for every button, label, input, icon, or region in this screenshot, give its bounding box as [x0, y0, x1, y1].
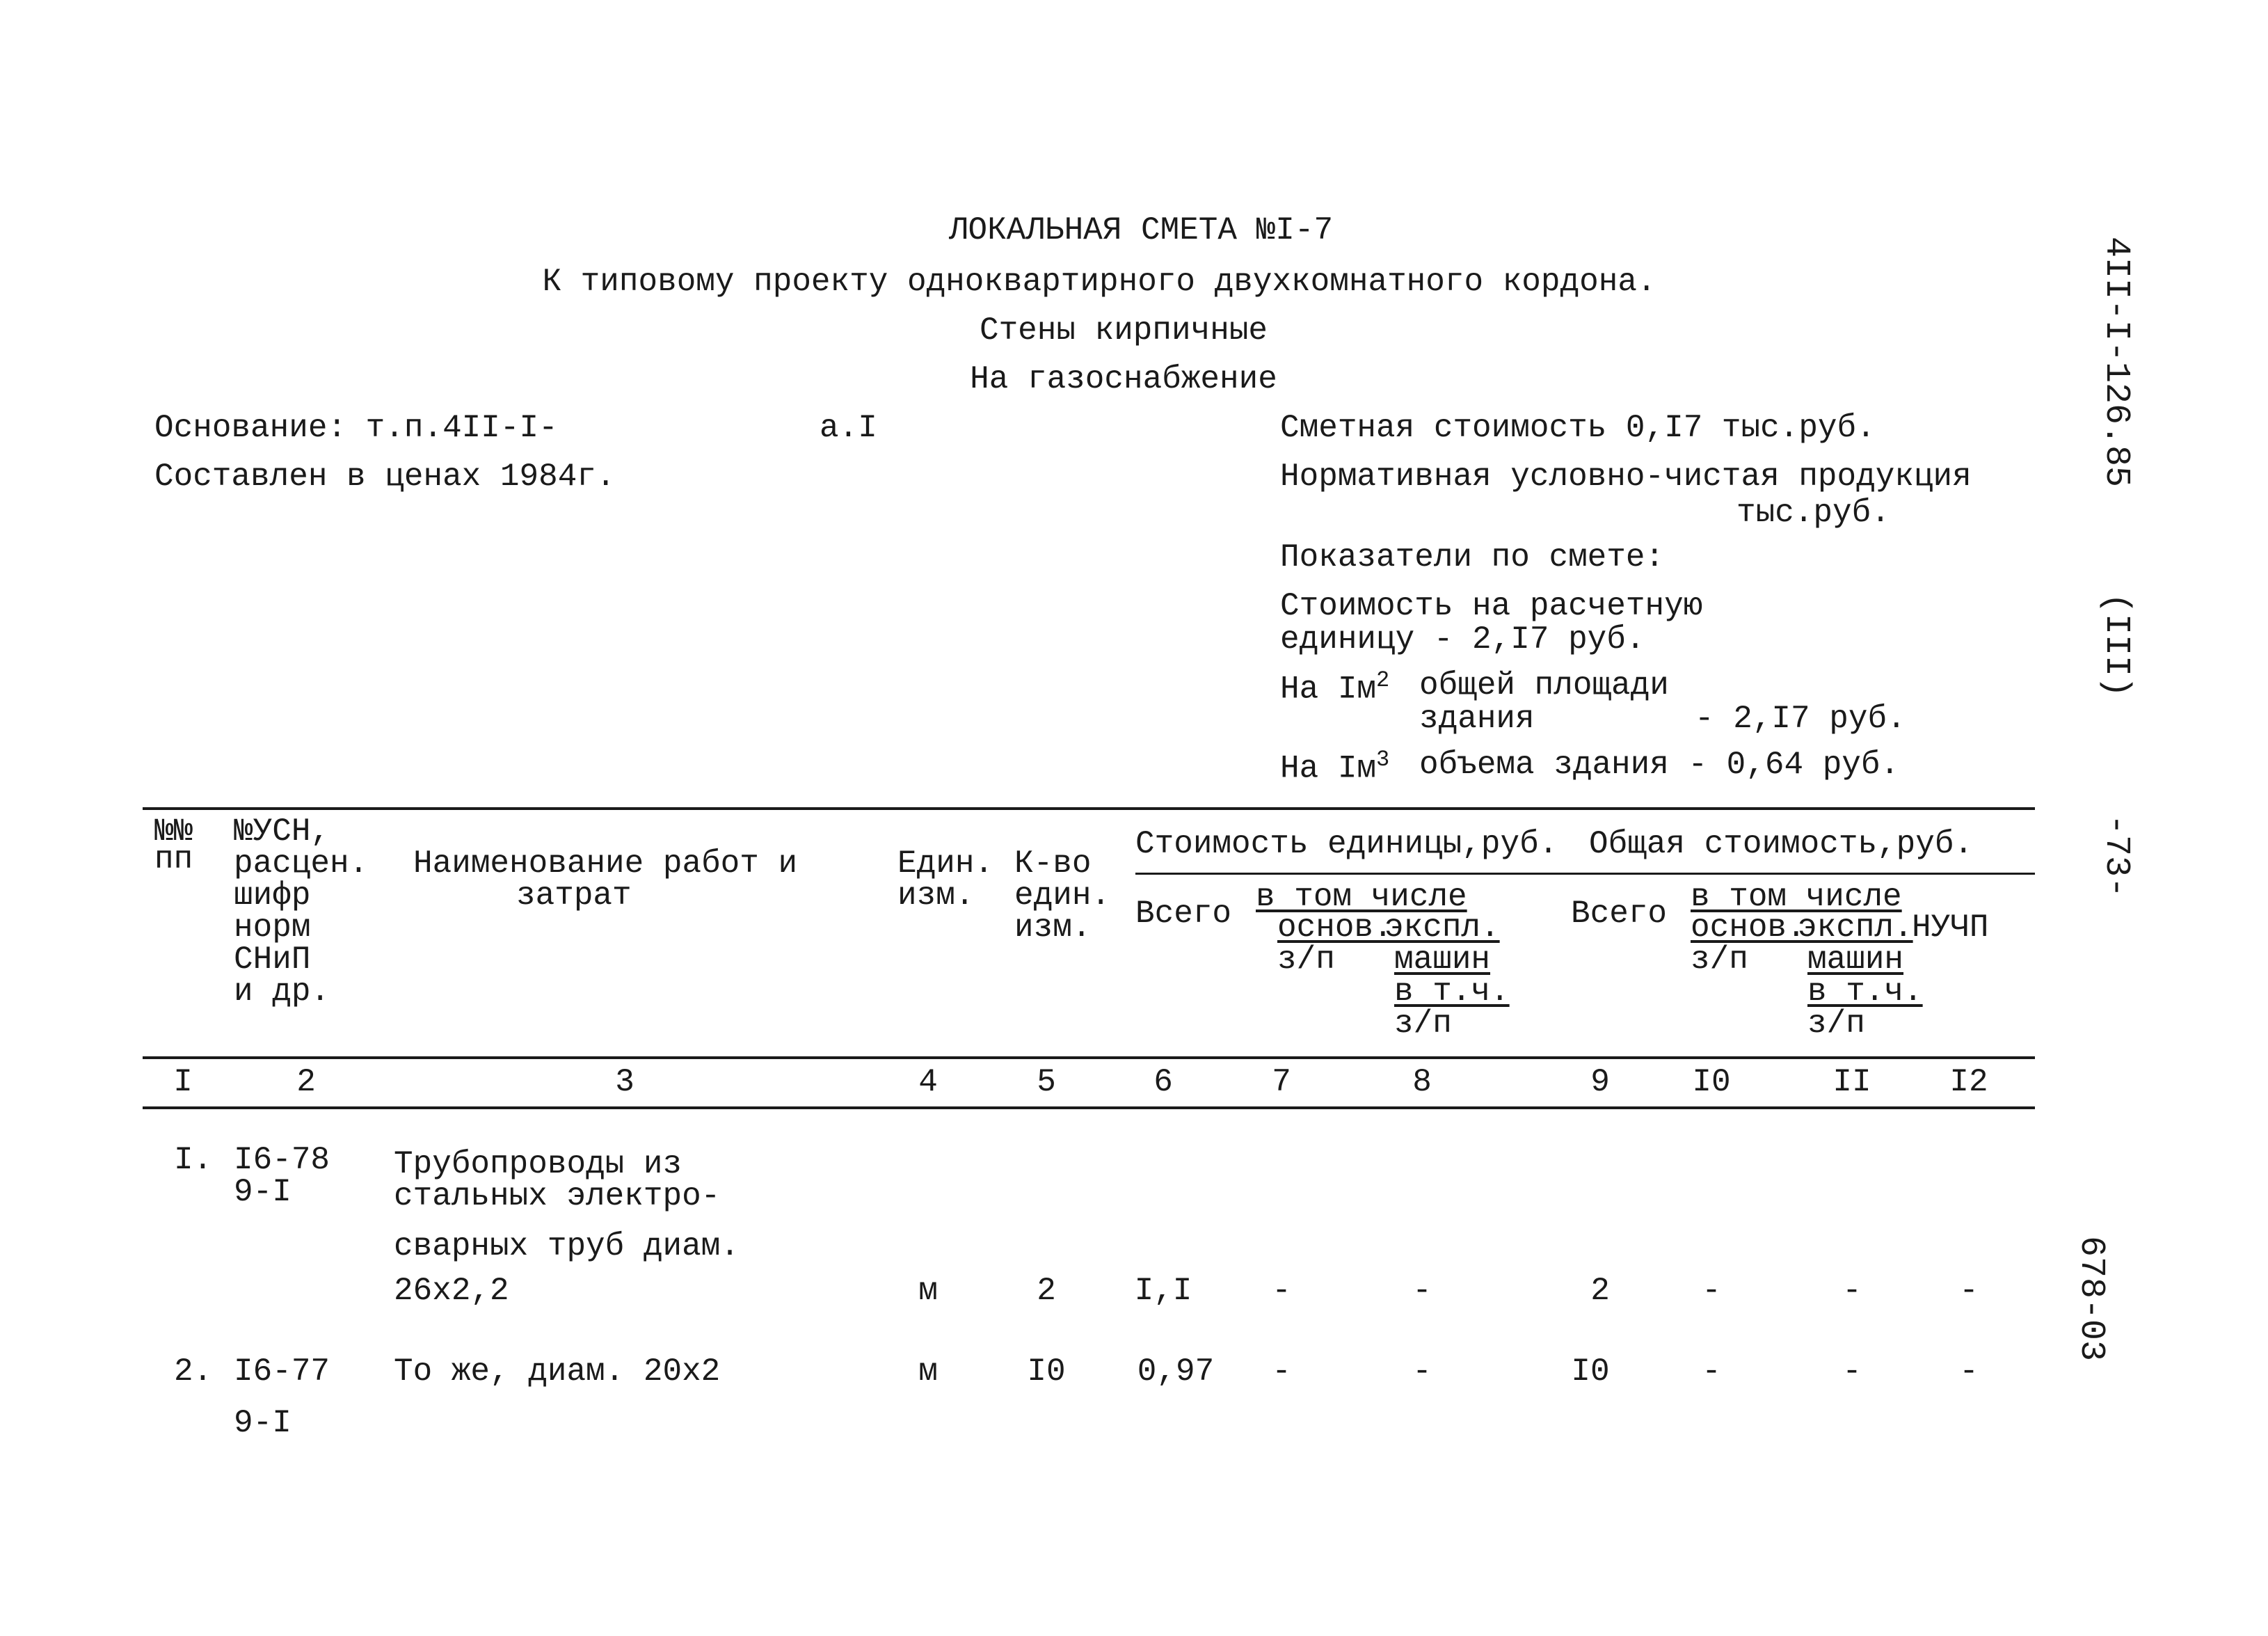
cost-header-rule	[1135, 873, 2035, 875]
album-text: а.I	[820, 410, 877, 446]
row-unit: м	[918, 1353, 938, 1390]
estimated-cost: Сметная стоимость 0,I7 тыс.руб.	[1280, 410, 1876, 446]
per-m2-text: общей площади	[1419, 667, 1669, 704]
header-num-pp: пп	[154, 841, 193, 877]
volume-mark: (III)	[2096, 593, 2136, 698]
row-name: То же, диам. 20х2	[394, 1353, 721, 1390]
per-m2-value: - 2,I7 руб.	[1695, 701, 1906, 737]
header-unit-1: Един.	[897, 845, 994, 882]
normative-product-label: Нормативная условно-чистая продукция	[1280, 459, 1972, 495]
row-price: I,I	[1134, 1273, 1192, 1309]
col-number: I	[173, 1064, 193, 1100]
header-code-2: расцен.	[234, 845, 369, 882]
per-m3-text: объема здания - 0,64 руб.	[1419, 747, 1900, 783]
col-number: 5	[1037, 1064, 1056, 1100]
col-number: 4	[918, 1064, 938, 1100]
header-unit-incl: в том числе	[1256, 879, 1467, 915]
row-number: 2.	[174, 1353, 213, 1390]
row-name-2: стальных электро-	[394, 1178, 721, 1214]
header-total-wage-2: з/п	[1691, 942, 1748, 978]
header-nuchp: НУЧП	[1912, 910, 1989, 946]
header-total-incl: в том числе	[1691, 879, 1902, 915]
row-code-2: 9-I	[234, 1174, 292, 1210]
row-qty: 2	[1037, 1273, 1056, 1309]
col-number: 8	[1412, 1064, 1432, 1100]
header-bottom-rule	[143, 1056, 2035, 1059]
header-unit-total: Всего	[1135, 896, 1232, 932]
header-unit-wage-2: з/п	[1277, 942, 1335, 978]
col-number: 9	[1590, 1064, 1610, 1100]
row-code: I6-78	[234, 1142, 330, 1178]
header-unit-cost: Стоимость единицы,руб.	[1135, 826, 1558, 862]
row-code: I6-77	[234, 1353, 330, 1390]
sheet-number: 678-03	[2071, 1236, 2111, 1362]
header-code-5: СНиП	[234, 942, 311, 978]
header-total-mach-1: экспл.	[1798, 910, 1913, 946]
header-qty-1: К-во	[1014, 845, 1092, 882]
basis-text: Основание: т.п.4II-I-	[154, 410, 558, 446]
row-machines: -	[1412, 1353, 1432, 1390]
per-m2-building: здания	[1419, 701, 1535, 737]
row-total-wage: -	[1702, 1353, 1721, 1390]
row-unit: м	[918, 1273, 938, 1309]
header-qty-3: изм.	[1014, 910, 1092, 946]
normative-product-unit: тыс.руб.	[1736, 495, 1890, 531]
row-name-3: сварных труб диам.	[394, 1228, 740, 1264]
row-qty: I0	[1027, 1353, 1066, 1390]
header-unit-mach-3: в т.ч.	[1394, 974, 1510, 1010]
row-name: Трубопроводы из	[394, 1146, 682, 1182]
header-code-1: №УСН,	[234, 813, 330, 850]
header-code-4: норм	[234, 910, 311, 946]
column-number-rule	[143, 1106, 2035, 1109]
header-qty-2: един.	[1014, 877, 1111, 914]
col-number: 6	[1153, 1064, 1173, 1100]
header-unit-mach-4: з/п	[1394, 1006, 1452, 1042]
unit-cost-line2: единицу - 2,I7 руб.	[1280, 621, 1645, 658]
row-number: I.	[174, 1142, 213, 1178]
col-number: II	[1832, 1064, 1871, 1100]
row-total-machines: -	[1842, 1273, 1862, 1309]
header-unit-wage-1: основ.	[1277, 910, 1393, 946]
header-name-1: Наименование работ и	[413, 845, 798, 882]
header-total-mach-3: в т.ч.	[1807, 974, 1923, 1010]
col-number: 7	[1272, 1064, 1291, 1100]
header-unit-mach-1: экспл.	[1384, 910, 1500, 946]
row-total-wage: -	[1702, 1273, 1721, 1309]
col-number: I0	[1692, 1064, 1731, 1100]
page-number: -73-	[2096, 814, 2136, 898]
estimate-subtitle: К типовому проекту одноквартирного двухкомнатного кордона.	[542, 264, 1656, 300]
row-machines: -	[1412, 1273, 1432, 1309]
row-wage: -	[1272, 1353, 1291, 1390]
row-nuchp: -	[1959, 1273, 1979, 1309]
header-total-mach-2: машин	[1807, 942, 1904, 978]
header-num: №№	[154, 813, 193, 850]
row-name-4: 26х2,2	[394, 1273, 509, 1309]
indicators-heading: Показатели по смете:	[1280, 539, 1665, 575]
header-name-2: затрат	[516, 877, 632, 914]
row-code-2: 9-I	[234, 1405, 292, 1441]
header-total-total: Всего	[1571, 896, 1668, 932]
row-total: 2	[1590, 1273, 1610, 1309]
unit-cost-line1: Стоимость на расчетную	[1280, 588, 1703, 624]
header-total-cost: Общая стоимость,руб.	[1589, 826, 1974, 862]
col-number: I2	[1949, 1064, 1988, 1100]
header-unit-mach-2: машин	[1394, 942, 1491, 978]
header-unit-2: изм.	[897, 877, 975, 914]
estimate-purpose: На газоснабжение	[970, 361, 1277, 397]
estimate-section: Стены кирпичные	[979, 312, 1268, 349]
row-nuchp: -	[1959, 1353, 1979, 1390]
row-wage: -	[1272, 1273, 1291, 1309]
table-top-rule	[143, 807, 2035, 810]
col-number: 3	[615, 1064, 634, 1100]
header-code-6: и др.	[234, 974, 330, 1010]
row-total-machines: -	[1842, 1353, 1862, 1390]
per-m2-label: На $Iм^2$	[1280, 667, 1390, 708]
row-price: 0,97	[1137, 1353, 1215, 1390]
compiled-text: Составлен в ценах 1984г.	[154, 459, 616, 495]
per-m3-label: На $Iм^3$	[1280, 747, 1390, 787]
document-code: 4II-I-126.85	[2096, 237, 2136, 488]
row-total: I0	[1571, 1353, 1610, 1390]
col-number: 2	[296, 1064, 316, 1100]
header-total-wage-1: основ.	[1691, 910, 1806, 946]
header-total-mach-4: з/п	[1807, 1006, 1865, 1042]
estimate-title: ЛОКАЛЬНАЯ СМЕТА №I-7	[948, 212, 1334, 248]
header-code-3: шифр	[234, 877, 311, 914]
